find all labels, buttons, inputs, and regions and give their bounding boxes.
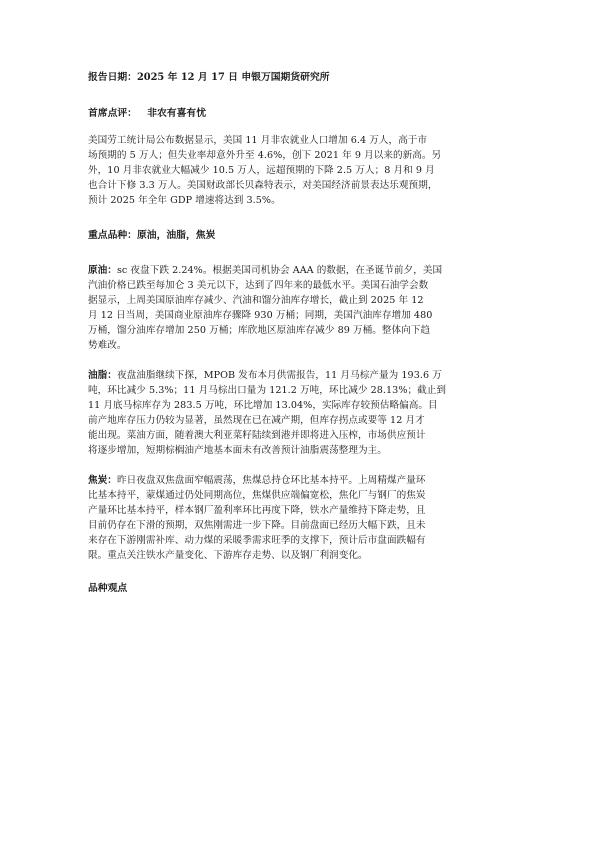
coke-line: 焦炭：昨日夜盘双焦盘面窄幅震荡，焦煤总持仓环比基本持平。上周精煤产量环 <box>88 475 426 486</box>
intro-line: 外，10 月非农就业大幅减少 10.5 万人，远超预期的下降 2.5 万人；8 月和 9 月 <box>88 165 435 176</box>
crude-label: 原油： <box>88 265 117 276</box>
chief-comment-title: 非农有喜有忧 <box>147 108 206 119</box>
chief-comment-heading <box>88 108 206 120</box>
intro-line: 场预期的 5 万人；但失业率却意外升至 4.6%，创下 2021 年 9 月以来的新高。另 <box>88 150 442 161</box>
intro-line: 预计 2025 年全年 GDP 增速将达到 3.5%。 <box>88 195 281 206</box>
crude-line: 原油：sc 夜盘下跌 2.24%。根据美国司机协会 AAA 的数据，在圣诞节前夕，美国 <box>88 265 443 276</box>
report-date-line: 报告日期：2025 年 12 月 17 日 申银万国期货研究所 <box>88 72 330 83</box>
coke-label: 焦炭： <box>88 475 117 486</box>
chief-comment-label: 首席点评： <box>88 108 137 119</box>
coke-line: 比基本持平，蒙煤通过仍处同期高位，焦煤供应端偏宽松，焦化厂与钢厂的焦炭 <box>88 490 426 501</box>
intro-line: 也合计下修 3.3 万人。美国财政部长贝森特表示，对美国经济前景表达乐观预期， <box>88 180 438 191</box>
coke-line: 产量环比基本持平，样本钢厂盈利率环比再度下降，铁水产量维持下降走势，且 <box>88 505 426 516</box>
oils-line: 11 月底马棕库存为 283.5 万吨，环比增加 13.04%，实际库存较预估略偏高。目 <box>88 400 438 411</box>
oils-line: 将逐步增加，短期棕榈油产地基本面未有改善预计油脂震荡整理为主。 <box>88 445 387 456</box>
coke-line: 来存在下游刚需补库、动力煤的采暖季需求旺季的支撑下，预计后市盘面跌幅有 <box>88 535 426 546</box>
oils-line: 能出现。菜油方面，随着澳大利亚菜籽陆续到港并即将进入压榨，市场供应预计 <box>88 430 426 441</box>
intro-line: 美国劳工统计局公布数据显示，美国 11 月非农就业人口增加 6.4 万人，高于市 <box>88 135 428 146</box>
oils-line: 吨，环比减少 5.3%；11 月马棕出口量为 121.2 万吨，环比减少 28.13%；截止到 <box>88 385 447 396</box>
oils-line: 油脂：夜盘油脂继续下探，MPOB 发布本月供需报告，11 月马棕产量为 193.6 万 <box>88 370 442 381</box>
crude-line: 月 12 日当周，美国商业原油库存骤降 930 万桶；同期，美国汽油库存增加 480 <box>88 310 433 321</box>
coke-line: 限。重点关注铁水产量变化、下游库存走势、以及钢厂利润变化。 <box>88 550 368 561</box>
focus-heading: 重点品种：原油，油脂，焦炭 <box>88 230 216 241</box>
oils-label: 油脂： <box>88 370 117 381</box>
coke-line: 目前仍存在下滑的预期，双焦刚需进一步下降。目前盘面已经历大幅下跌，且未 <box>88 520 426 531</box>
oils-line: 前产地库存压力仍较为显著，虽然现在已在减产期，但库存拐点或要等 12 月才 <box>88 415 425 426</box>
crude-line: 汽油价格已跌至每加仑 3 美元以下，达到了四年来的最低水平。美国石油学会数 <box>88 280 429 291</box>
crude-line: 万桶，馏分油库存增加 250 万桶；库欣地区原油库存减少 89 万桶。整体向下趋 <box>88 325 431 336</box>
views-heading: 品种观点 <box>88 583 128 594</box>
crude-line: 势难改。 <box>88 340 127 351</box>
crude-line: 据显示，上周美国原油库存减少、汽油和馏分油库存增长，截止到 2025 年 12 <box>88 295 424 306</box>
